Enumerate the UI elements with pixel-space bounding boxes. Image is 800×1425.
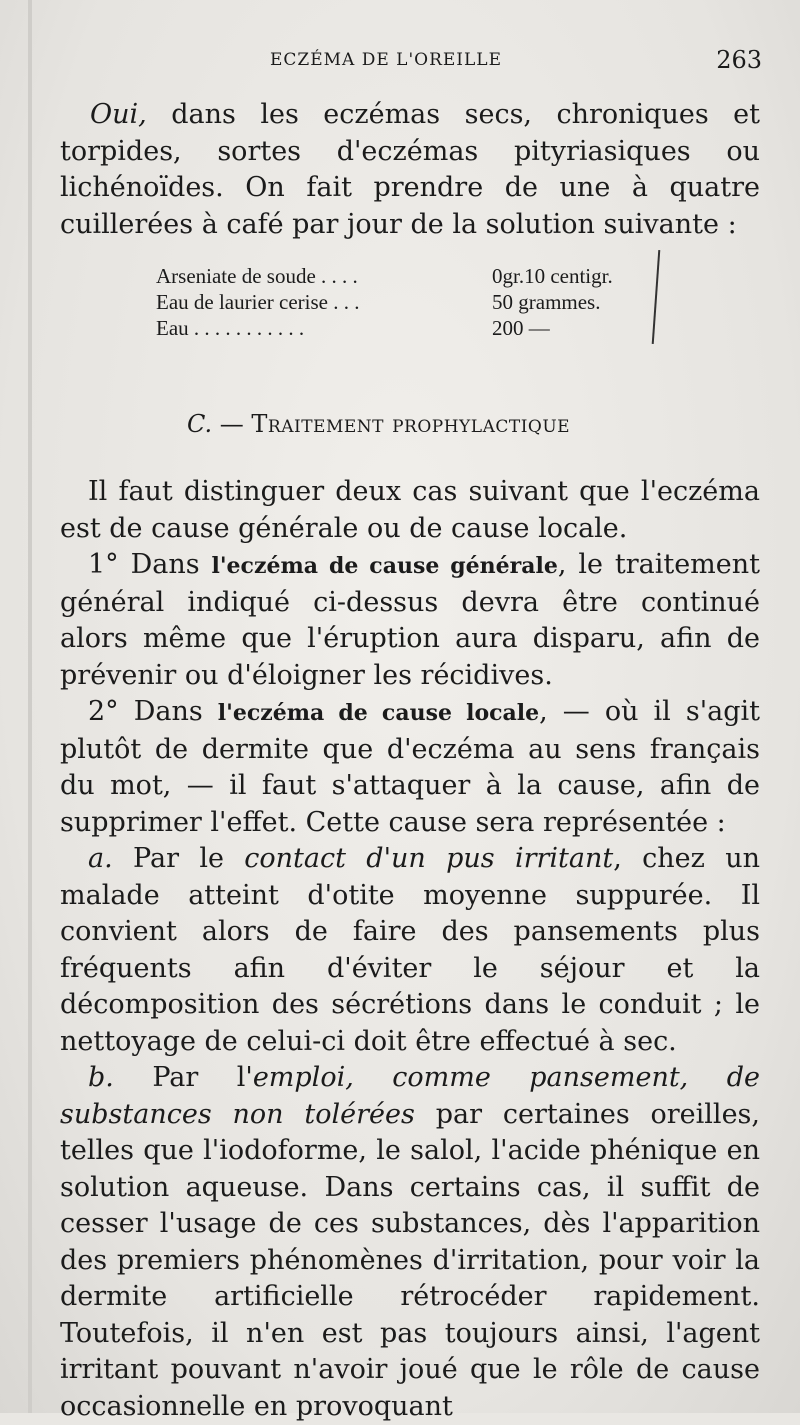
formula-quantity: 0gr.10 centigr.: [492, 264, 613, 288]
formula-quantity: 50 grammes.: [492, 290, 601, 314]
p2-bold: l'eczéma de cause générale: [211, 553, 558, 579]
p2-rest: , le traitement général indiqué ci-dessus devra être continué alors même que l'éruption aura disparu, afin de prévenir ou d'éloigner les récidives.: [60, 549, 760, 691]
formula-table: [156, 264, 676, 342]
section-heading: [187, 410, 687, 438]
p5-letter: b.: [88, 1062, 114, 1093]
p3-bold: l'eczéma de cause locale: [217, 700, 540, 726]
intro-paragraph: [60, 97, 760, 243]
intro-oui: Oui,: [90, 99, 147, 130]
formula-row: [156, 290, 676, 316]
p4-lead: Par le: [112, 843, 245, 874]
formula-row: [156, 264, 676, 290]
page-number: 263: [716, 46, 762, 74]
page-header: [0, 44, 800, 74]
formula-row: [156, 316, 676, 342]
p4-letter: a.: [88, 843, 113, 874]
p4-rest: , chez un malade atteint d'otite moyenne suppurée. Il convient alors de faire des pansements plus fréquents afin d'éviter le séjour et la décomposition des sécrétions dans le conduit ; le nettoyage de celui-ci doit être effectué à sec.: [60, 843, 760, 1057]
section-dash: —: [212, 410, 252, 438]
formula-ingredient: Eau . . . . . . . . . . .: [156, 316, 305, 340]
paragraph-pus-contact: [60, 841, 760, 1060]
p3-lead: 2° Dans: [88, 696, 218, 727]
section-title: Traitement prophylactique: [251, 410, 571, 438]
p2-lead: 1° Dans: [88, 549, 212, 580]
paragraph-causes: Il faut distinguer deux cas suivant que l'eczéma est de cause générale ou de cause locale.: [60, 476, 760, 544]
p4-italic: contact d'un pus irritant: [244, 843, 614, 874]
running-title: ECZÉMA DE L'OREILLE: [270, 50, 502, 70]
formula-ingredient: Eau de laurier cerise . . .: [156, 290, 360, 314]
formula-quantity: 200 —: [492, 316, 550, 340]
p5-italic: emploi, comme pansement, de substances non tolérées: [60, 1062, 760, 1130]
paragraph-local-cause: [60, 694, 760, 841]
paragraph-substances: [60, 1060, 760, 1425]
p5-rest: par certaines oreilles, telles que l'iodoforme, le salol, l'acide phénique en solution aqueuse. Dans certains cas, il suffit de cesser l'usage de ces substances, dès l'apparition des premiers phénomènes d'irritation, pour voir la dermite artificielle rétrocéder rapidement. Toutefois, il n'en est pas toujours ainsi, l'agent irritant pouvant n'avoir joué que le rôle de cause occasionnelle en provoquant: [60, 1098, 760, 1422]
section-letter: C.: [187, 410, 213, 438]
p5-lead: Par l': [113, 1062, 253, 1093]
formula-ingredient: Arseniate de soude . . . .: [156, 264, 358, 288]
p3-rest: , — où il s'agit plutôt de dermite que d'eczéma au sens français du mot, — il faut s'attaquer à la cause, afin de supprimer l'effet. Cette cause sera représentée :: [60, 696, 760, 838]
paragraph-general-cause: [60, 547, 760, 694]
body-text: [60, 474, 760, 1425]
page-gutter: [28, 0, 32, 1413]
intro-text: dans les eczémas secs, chroniques et torpides, sortes d'eczémas pityriasiques ou lichénoïdes. On fait prendre de une à quatre cuillerées à café par jour de la solution suivante :: [60, 99, 760, 240]
